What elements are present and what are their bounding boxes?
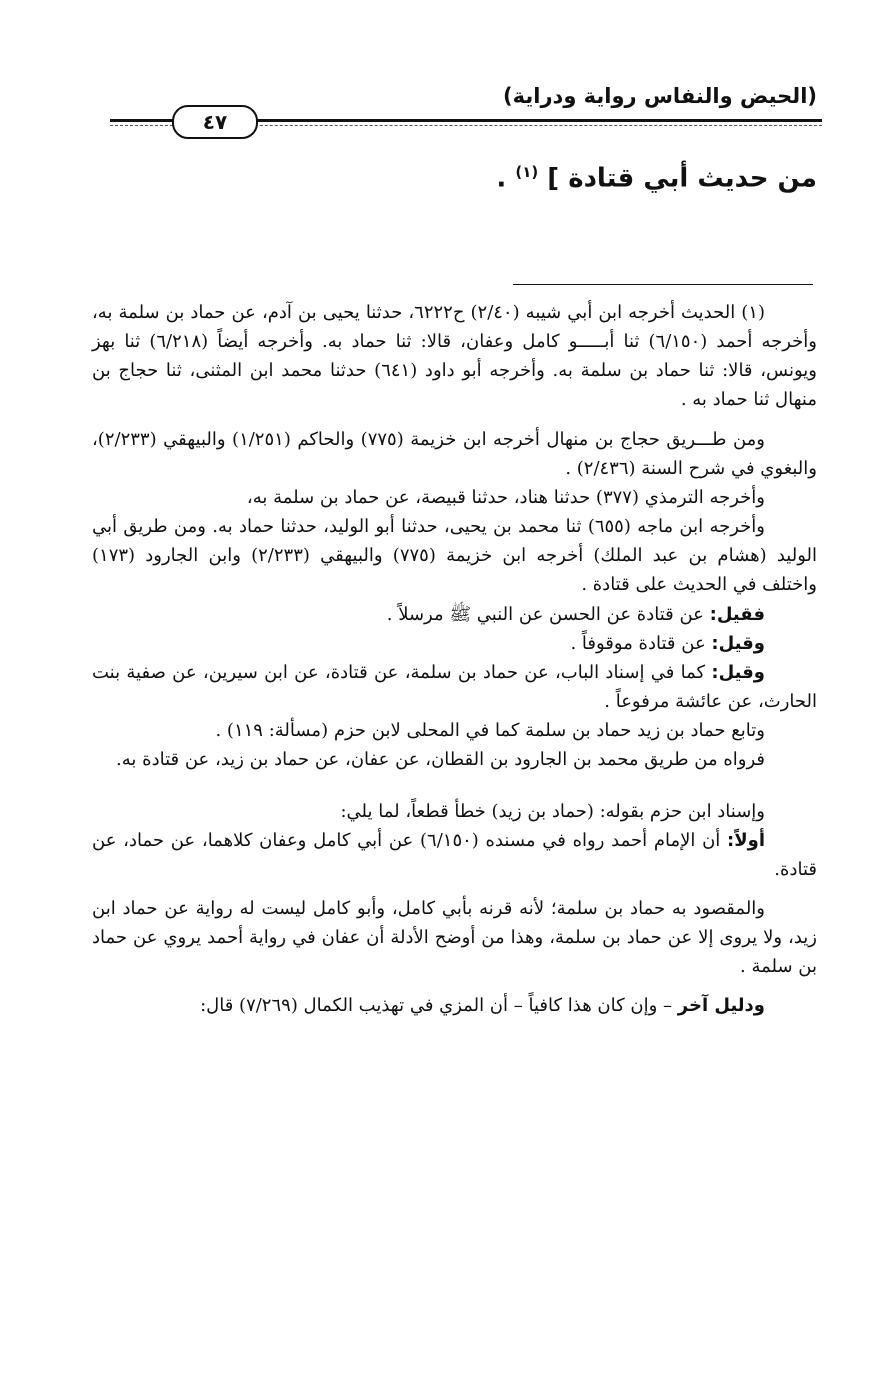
label-text: عن قتادة موقوفاً . (570, 632, 712, 654)
footnote-paragraph (92, 629, 817, 658)
main-text-end: . (496, 163, 516, 194)
label-dalil-akhar: ودليل آخر (677, 995, 765, 1017)
footnote-separator (513, 284, 813, 285)
footnote-paragraph: ومن طـــريق حجاج بن منهال أخرجه ابن خزيمة (٧٧٥) والحاكم (١/٢٥١) والبيهقي (٢/٢٣٣)، والبغوي في شرح السنة (٢/٤٣٦) . (92, 428, 817, 479)
footnote-paragraph: وأخرجه ابن ماجه (٦٥٥) ثنا محمد بن يحيى، حدثنا أبو الوليد، حدثنا حماد به. ومن طريق أبي الوليد (هشام بن عبد الملك) أخرجه ابن خزيمة (٧٧٥) والبيهقي (٢/٢٣٣) وابن الجارود (١٧٣) واختلف في الحديث على قتادة . (92, 516, 818, 596)
label-waqila: وقيل: (711, 632, 765, 654)
footnotes (92, 298, 817, 1021)
footnote-paragraph (92, 826, 817, 884)
footnote-marker: (١) (515, 163, 539, 181)
running-header-title: (الحيض والنفاس رواية ودراية) (503, 84, 817, 108)
page-number: ٤٧ (172, 105, 258, 139)
footnote-paragraph: وإسناد ابن حزم بقوله: (حماد بن زيد) خطأ قطعاً، لما يلي: (340, 800, 765, 822)
label-awwalan: أولاً: (727, 829, 765, 851)
footnote-paragraph (92, 658, 817, 716)
footnote-paragraph: (١) الحديث أخرجه ابن أبي شيبه (٢/٤٠) ح٦٢٢٢، حدثنا يحيى بن آدم، عن حماد بن سلمة به، وأخرجه أحمد (٦/١٥٠) ثنا أبـــــو كامل وعفان، قالا: ثنا حماد به. وأخرجه أيضاً (٦/٢١٨) ثنا بهز ويونس، قالا: ثنا حماد بن سلمة به. وأخرجه أبو داود (٦٤١) حدثنا محمد ابن المثنى، ثنا حجاج بن منهال ثنا حماد به . (92, 302, 817, 411)
main-text-line (496, 163, 817, 194)
footnote-paragraph (92, 600, 817, 629)
label-text: كما في إسناد الباب، عن حماد بن سلمة، عن قتادة، عن ابن سيرين، عن صفية بنت الحارث، عن عائشة مرفوعاً . (92, 661, 817, 713)
main-text: من حديث أبي قتادة ] (538, 163, 817, 194)
footnote-paragraph: وتابع حماد بن زيد حماد بن سلمة كما في المحلى لابن حزم (مسألة: ١١٩) . (215, 720, 765, 742)
footnote-paragraph (92, 991, 817, 1020)
label-text: عن قتادة عن الحسن عن النبي ﷺ مرسلاً . (386, 603, 710, 625)
label-text: – وإن كان هذا كافياً – أن المزي في تهذيب الكمال (٧/٢٦٩) قال: (200, 995, 678, 1017)
footnote-paragraph: فرواه من طريق محمد بن الجارود بن القطان، عن عفان، عن حماد بن زيد، عن قتادة به. (116, 749, 765, 771)
label-faqila: فقيل: (709, 603, 765, 625)
footnote-paragraph: والمقصود به حماد بن سلمة؛ لأنه قرنه بأبي كامل، وأبو كامل ليست له رواية عن حماد ابن زيد، ولا يروى إلا عن حماد بن سلمة، وهذا من أوضح الأدلة أن عفان في رواية أحمد يروي عن حماد بن سلمة . (92, 897, 817, 978)
footnote-paragraph: وأخرجه الترمذي (٣٧٧) حدثنا هناد، حدثنا قبيصة، عن حماد بن سلمة به، (246, 486, 765, 508)
label-text: أن الإمام أحمد رواه في مسنده (٦/١٥٠) عن أبي كامل وعفان كلاهما، عن حماد، عن قتادة. (92, 829, 817, 880)
label-waqila: وقيل: (711, 661, 765, 683)
